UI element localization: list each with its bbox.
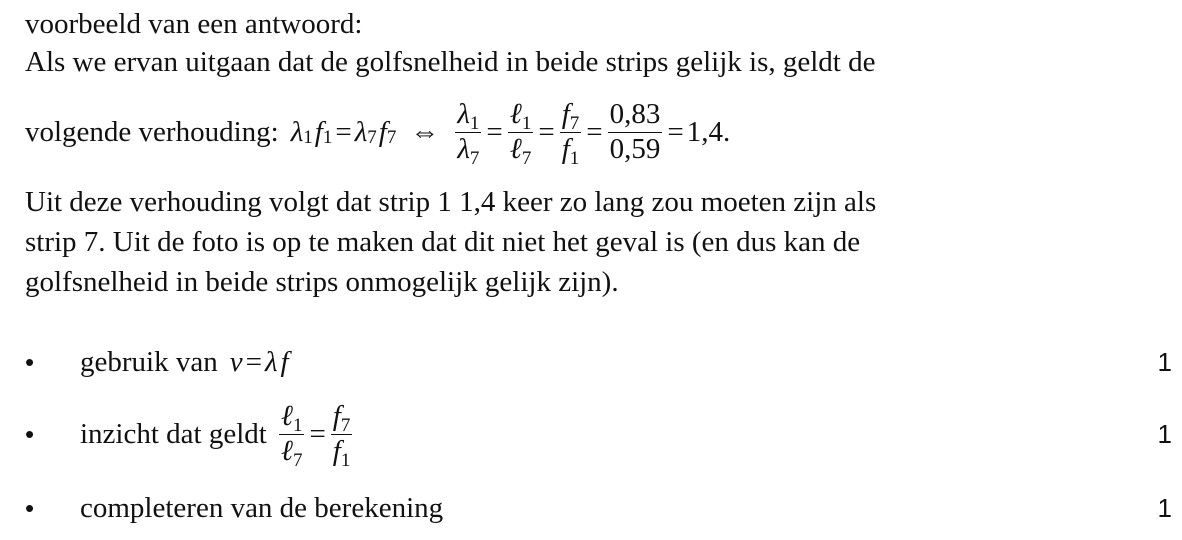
bullet-icon: • (25, 492, 35, 523)
fraction-frequency: $\frac{f_7}{f_1}$ (561, 98, 580, 169)
formula-v-lambda-f: v = λ f (229, 345, 289, 378)
bullet-icon: • (25, 418, 35, 449)
fraction-values: $\frac{0,83}{0,59}$ (609, 98, 661, 165)
scoring-item-2-points: 1 (1157, 418, 1172, 449)
ratio-equation: λ 1 f 1 = λ 7 f 7 ⇔ $\frac{\lambda_1}{\lambda_7}$ = $\frac{\ell_1}{\ell_7}$ = $\frac{f_7}{f_1}$ = $\frac{0,83}{0,59}$ = 1,4. (290, 98, 731, 169)
paragraph-2-line-2: strip 7. Uit de foto is op te maken dat dit niet het geval is (en dus kan de (25, 226, 861, 258)
equation-lead-text: volgende verhouding: (25, 115, 279, 148)
formula-length-frequency-ratio: $\frac{\ell_1}{\ell_7}$ = $\frac{f_7}{f_1}$ (280, 400, 351, 471)
paragraph-2-line-1: Uit deze verhouding volgt dat strip 1 1,4 keer zo lang zou moeten zijn als (25, 186, 877, 218)
fraction-lambda: $\frac{\lambda_1}{\lambda_7}$ (457, 98, 480, 169)
scoring-item-1 (25, 342, 1182, 382)
equation-result: 1,4. (686, 115, 731, 148)
scoring-item-3 (25, 488, 1182, 528)
paragraph-1-line-1: Als we ervan uitgaan dat de golfsnelheid in beide strips gelijk is, geldt de (25, 46, 876, 78)
answer-heading: voorbeeld van een antwoord: (25, 8, 363, 40)
paragraph-2-line-3: golfsnelheid in beide strips onmogelijk gelijk zijn). (25, 266, 619, 298)
fraction-length: $\frac{\ell_1}{\ell_7}$ (509, 98, 532, 169)
scoring-item-2-text: inzicht dat geldt (80, 417, 267, 450)
bullet-icon: • (25, 346, 35, 377)
equation-line (25, 88, 730, 176)
scoring-item-2 (25, 392, 1182, 476)
scoring-item-1-points: 1 (1157, 346, 1172, 377)
scoring-item-1-text: gebruik van (80, 345, 218, 378)
scoring-item-3-text: completeren van de berekening (80, 491, 444, 524)
scoring-item-3-points: 1 (1157, 492, 1172, 523)
